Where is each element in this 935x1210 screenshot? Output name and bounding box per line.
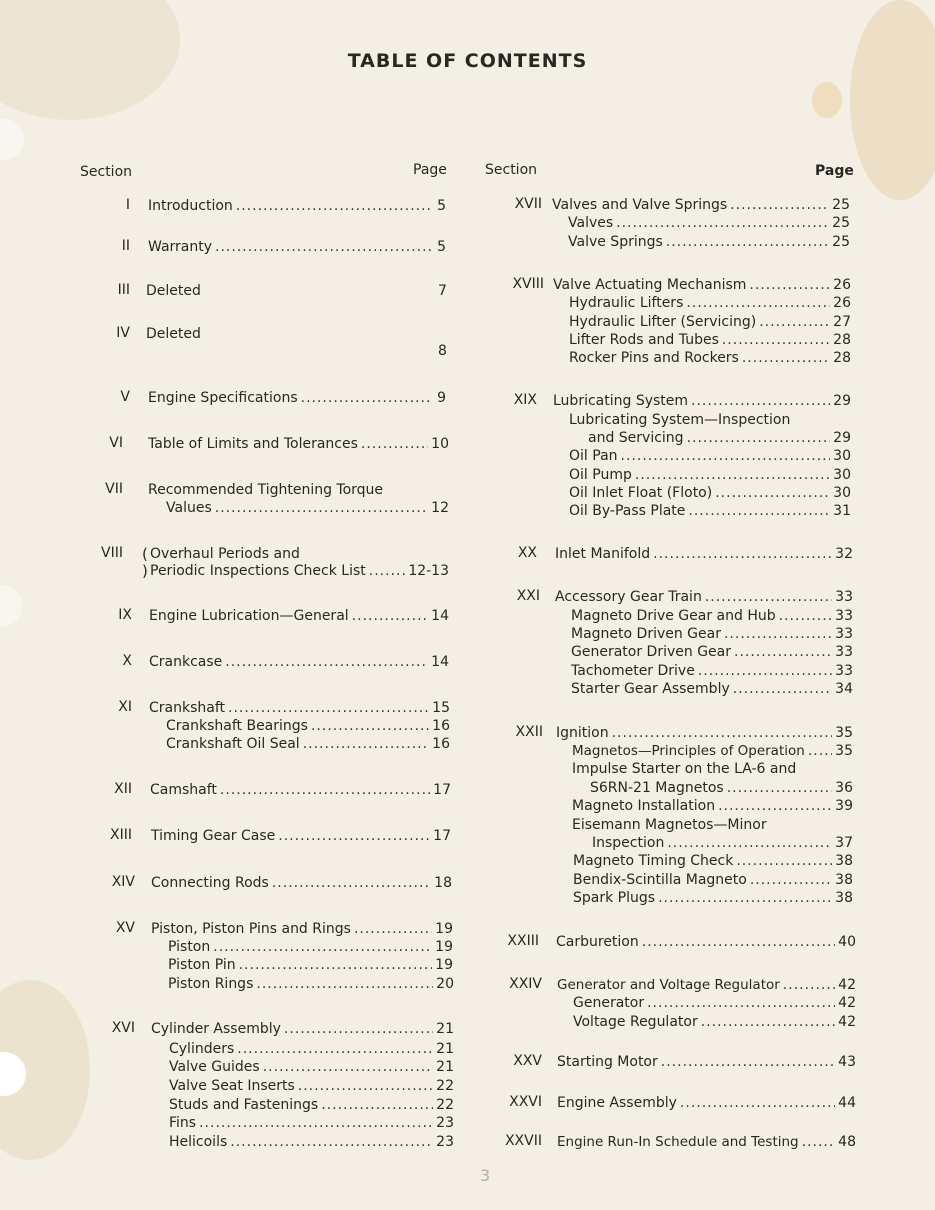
- entry-title: Eisemann Magnetos—Minor: [572, 817, 767, 833]
- toc-entry[interactable]: [571, 625, 853, 643]
- toc-entry[interactable]: [557, 1094, 856, 1112]
- entry-title: Lifter Rods and Tubes: [569, 332, 719, 348]
- entry-title: Piston, Piston Pins and Rings: [151, 921, 351, 937]
- toc-entry[interactable]: [148, 435, 449, 453]
- entry-page: 29: [833, 430, 851, 446]
- leader-dots: [272, 874, 431, 892]
- section-number: II: [121, 238, 130, 254]
- section-number: XV: [115, 920, 135, 936]
- entry-title: Ignition: [556, 725, 609, 741]
- toc-entry[interactable]: [151, 1020, 454, 1038]
- leader-dots: [256, 975, 433, 993]
- entry-title: Fins: [169, 1115, 197, 1131]
- leader-dots: [215, 499, 428, 517]
- entry-title: Valves and Valve Springs: [552, 197, 728, 213]
- leader-dots: [749, 276, 830, 294]
- entry-title: Recommended Tightening Torque: [148, 482, 384, 498]
- entry-title: Camshaft: [150, 782, 217, 798]
- entry-page: 5: [437, 198, 446, 214]
- toc-entry[interactable]: [168, 956, 453, 974]
- toc-entry[interactable]: [151, 827, 451, 845]
- toc-entry[interactable]: [148, 197, 446, 215]
- toc-entry[interactable]: [557, 976, 856, 994]
- entry-title: Engine Specifications: [148, 390, 298, 406]
- entry-title: Crankshaft: [149, 700, 226, 716]
- leader-dots: [691, 392, 830, 410]
- section-number: X: [122, 653, 132, 669]
- toc-entry[interactable]: [571, 607, 853, 625]
- entry-page: 22: [436, 1078, 454, 1094]
- leader-dots: [687, 429, 831, 447]
- toc-entry[interactable]: [556, 933, 856, 951]
- brace-mark: ): [142, 562, 148, 580]
- entry-page: 33: [835, 608, 853, 624]
- entry-title: Magneto Timing Check: [573, 853, 734, 869]
- entry-page: 34: [835, 681, 853, 697]
- toc-entry[interactable]: [149, 699, 450, 717]
- entry-title: Generator: [573, 995, 645, 1011]
- entry-page: 10: [431, 436, 449, 452]
- toc-entry[interactable]: [571, 662, 853, 680]
- entry-page: 12-13: [408, 563, 449, 579]
- entry-title: Crankshaft Bearings: [166, 718, 308, 734]
- section-number: XXIV: [509, 976, 542, 992]
- leader-dots: [369, 562, 406, 580]
- toc-entry[interactable]: [169, 1114, 454, 1132]
- entry-page: 19: [435, 921, 453, 937]
- toc-entry[interactable]: [168, 975, 454, 993]
- entry-page: 20: [436, 976, 454, 992]
- entry-page: 21: [436, 1041, 454, 1057]
- entry-page: 33: [835, 589, 853, 605]
- entry-page: 9: [437, 390, 446, 406]
- entry-page: 25: [832, 234, 850, 250]
- entry-page: 32: [835, 546, 853, 562]
- toc-entry[interactable]: [553, 392, 851, 410]
- entry-page: 8: [438, 343, 447, 359]
- entry-page: 23: [436, 1115, 454, 1131]
- entry-title: Starter Gear Assembly: [571, 681, 730, 697]
- section-number: III: [117, 282, 130, 298]
- section-number: XXVI: [509, 1094, 542, 1110]
- toc-entry[interactable]: [149, 653, 449, 671]
- toc-entry[interactable]: [149, 607, 449, 625]
- leader-dots: [321, 1096, 433, 1114]
- leader-dots: [698, 662, 832, 680]
- section-number: V: [120, 389, 130, 405]
- leader-dots: [263, 1058, 433, 1076]
- leader-dots: [734, 643, 832, 661]
- leader-dots: [742, 349, 830, 367]
- toc-entry[interactable]: [569, 466, 851, 484]
- leader-dots: [705, 588, 832, 606]
- entry-title: Impulse Starter on the LA-6 and: [572, 761, 797, 777]
- entry-title: Starting Motor: [557, 1054, 658, 1070]
- section-number: XVII: [514, 196, 542, 212]
- entry-title: Engine Run-In Schedule and Testing: [557, 1134, 799, 1150]
- leader-dots: [642, 933, 835, 951]
- leader-dots: [230, 1133, 433, 1151]
- leader-dots: [228, 699, 429, 717]
- toc-entry[interactable]: [151, 874, 452, 892]
- entry-title: Voltage Regulator: [573, 1014, 698, 1030]
- leader-dots: [225, 653, 428, 671]
- leader-dots: [284, 1020, 433, 1038]
- section-number: XXII: [515, 724, 543, 740]
- entry-title: Lubricating System: [553, 393, 689, 409]
- leader-dots: [750, 871, 832, 889]
- entry-page: 30: [833, 448, 851, 464]
- entry-page: 36: [835, 780, 853, 796]
- entry-title: Crankcase: [149, 654, 223, 670]
- entry-page: 35: [835, 743, 853, 759]
- entry-title: Tachometer Drive: [571, 663, 695, 679]
- leader-dots: [220, 781, 430, 799]
- entry-title: Warranty: [148, 239, 213, 255]
- leader-dots: [354, 920, 432, 938]
- entry-page: 30: [833, 467, 851, 483]
- entry-page: 16: [432, 736, 450, 752]
- entry-title: Valve Actuating Mechanism: [553, 277, 747, 293]
- leader-dots: [647, 994, 835, 1012]
- section-number: XXI: [516, 588, 540, 604]
- entry-title: Valves: [568, 215, 614, 231]
- toc-entry[interactable]: [569, 331, 851, 349]
- section-number: VII: [105, 481, 123, 497]
- leader-dots: [616, 214, 829, 232]
- section-number: XXIII: [507, 933, 539, 949]
- entry-title: Piston: [168, 939, 211, 955]
- section-number: VIII: [101, 545, 123, 561]
- leader-dots: [635, 466, 830, 484]
- entry-title: Spark Plugs: [573, 890, 656, 906]
- entry-title: Rocker Pins and Rockers: [569, 350, 739, 366]
- entry-page: 7: [438, 283, 447, 299]
- toc-entry[interactable]: [555, 588, 853, 606]
- entry-title: Hydraulic Lifters: [569, 295, 684, 311]
- leader-dots: [621, 447, 831, 465]
- entry-title: Deleted: [146, 326, 201, 342]
- entry-title: Valve Seat Inserts: [169, 1078, 295, 1094]
- edge-stain: [812, 82, 842, 118]
- leader-dots: [658, 889, 832, 907]
- brace-mark: (: [142, 545, 148, 563]
- entry-page: 42: [838, 995, 856, 1011]
- leader-dots: [236, 197, 431, 215]
- leader-dots: [612, 724, 833, 742]
- entry-page: 18: [434, 875, 452, 891]
- entry-page: 38: [835, 853, 853, 869]
- toc-entry[interactable]: [573, 852, 853, 870]
- toc-entry[interactable]: [150, 562, 449, 580]
- binder-hole: [0, 585, 22, 627]
- section-number: VI: [109, 435, 123, 451]
- entry-title: Magnetos—Principles of Operation: [572, 743, 805, 759]
- entry-page: 28: [833, 332, 851, 348]
- entry-page: 35: [835, 725, 853, 741]
- toc-entry[interactable]: [569, 502, 851, 520]
- leader-dots: [303, 735, 429, 753]
- section-number: XII: [114, 781, 132, 797]
- entry-title: Oil Inlet Float (Floto): [569, 485, 713, 501]
- entry-title: Valve Guides: [169, 1059, 260, 1075]
- entry-title: Magneto Installation: [572, 798, 716, 814]
- entry-page: 28: [833, 350, 851, 366]
- toc-entry[interactable]: [573, 994, 856, 1012]
- entry-page: 40: [838, 934, 856, 950]
- entry-title: Deleted: [146, 283, 201, 299]
- toc-entry[interactable]: [552, 196, 850, 214]
- entry-page: 25: [832, 197, 850, 213]
- entry-title: Table of Limits and Tolerances: [148, 436, 358, 452]
- edge-stain: [850, 0, 935, 200]
- entry-page: 15: [432, 700, 450, 716]
- leader-dots: [727, 779, 832, 797]
- entry-title: Oil By-Pass Plate: [569, 503, 686, 519]
- entry-title: Accessory Gear Train: [555, 589, 702, 605]
- entry-title: Cylinders: [169, 1041, 235, 1057]
- page-number: 3: [480, 1166, 491, 1185]
- entry-page: 17: [433, 828, 451, 844]
- leader-dots: [730, 196, 829, 214]
- leader-dots: [802, 1133, 836, 1151]
- toc-entry[interactable]: [573, 871, 853, 889]
- leader-dots: [361, 435, 428, 453]
- entry-page: 17: [433, 782, 451, 798]
- entry-title: Studs and Fastenings: [169, 1097, 319, 1113]
- entry-page: 21: [436, 1059, 454, 1075]
- toc-entry[interactable]: [168, 938, 453, 956]
- entry-title: Oil Pan: [569, 448, 618, 464]
- entry-page: 14: [431, 654, 449, 670]
- leader-dots: [213, 938, 432, 956]
- toc-entry[interactable]: [150, 781, 451, 799]
- entry-title: Carburetion: [556, 934, 639, 950]
- leader-dots: [215, 238, 431, 256]
- toc-entry[interactable]: [169, 1058, 454, 1076]
- leader-dots: [722, 331, 830, 349]
- leader-dots: [733, 680, 832, 698]
- entry-title: Introduction: [148, 198, 233, 214]
- entry-title: Inlet Manifold: [555, 546, 651, 562]
- entry-page: 12: [431, 500, 449, 516]
- leader-dots: [199, 1114, 433, 1132]
- section-number: IV: [116, 325, 130, 341]
- toc-entry[interactable]: [569, 447, 851, 465]
- leader-dots: [715, 484, 830, 502]
- right-page-header: Page: [815, 163, 854, 179]
- entry-page: 21: [436, 1021, 454, 1037]
- toc-entry[interactable]: [569, 313, 851, 331]
- leader-dots: [301, 389, 431, 407]
- entry-page: 19: [435, 957, 453, 973]
- toc-entry[interactable]: [571, 680, 853, 698]
- section-number: XIV: [111, 874, 135, 890]
- leader-dots: [661, 1053, 835, 1071]
- entry-page: 19: [435, 939, 453, 955]
- entry-page: 5: [437, 239, 446, 255]
- leader-dots: [808, 742, 832, 760]
- entry-title: Piston Pin: [168, 957, 236, 973]
- entry-title: Values: [166, 500, 212, 516]
- entry-title: Magneto Driven Gear: [571, 626, 721, 642]
- left-section-header: Section: [80, 164, 133, 180]
- leader-dots: [666, 233, 829, 251]
- leader-dots: [759, 313, 830, 331]
- left-page-header: Page: [413, 162, 447, 178]
- entry-page: 42: [838, 1014, 856, 1030]
- entry-title: Hydraulic Lifter (Servicing): [569, 314, 757, 330]
- entry-title: Magneto Drive Gear and Hub: [571, 608, 776, 624]
- entry-page: 26: [833, 295, 851, 311]
- entry-title: Engine Lubrication—General: [149, 608, 349, 624]
- entry-page: 39: [835, 798, 853, 814]
- entry-title: Cylinder Assembly: [151, 1021, 281, 1037]
- entry-page: 29: [833, 393, 851, 409]
- section-number: XI: [118, 699, 132, 715]
- entry-page: 31: [833, 503, 851, 519]
- section-number: XVI: [111, 1020, 135, 1036]
- toc-entry[interactable]: [166, 717, 450, 735]
- entry-title: Overhaul Periods and: [150, 546, 300, 562]
- leader-dots: [701, 1013, 835, 1031]
- toc-entry[interactable]: [568, 214, 850, 232]
- toc-entry[interactable]: [569, 294, 851, 312]
- toc-entry[interactable]: [592, 834, 853, 852]
- toc-entry[interactable]: [169, 1096, 454, 1114]
- leader-dots: [667, 834, 832, 852]
- toc-entry[interactable]: [557, 1133, 856, 1151]
- entry-title: Periodic Inspections Check List: [150, 563, 366, 579]
- toc-entry[interactable]: [148, 238, 446, 256]
- leader-dots: [718, 797, 832, 815]
- toc-entry[interactable]: [169, 1040, 454, 1058]
- entry-title: Engine Assembly: [557, 1095, 677, 1111]
- leader-dots: [278, 827, 430, 845]
- toc-entry[interactable]: [568, 233, 850, 251]
- toc-entry[interactable]: [573, 1013, 856, 1031]
- entry-page: 25: [832, 215, 850, 231]
- entry-title: Lubricating System—Inspection: [569, 412, 791, 428]
- entry-title: Valve Springs: [568, 234, 663, 250]
- leader-dots: [680, 1094, 835, 1112]
- entry-title: Timing Gear Case: [151, 828, 276, 844]
- leader-dots: [352, 607, 429, 625]
- entry-title: Helicoils: [169, 1134, 228, 1150]
- leader-dots: [311, 717, 429, 735]
- entry-page: 23: [436, 1134, 454, 1150]
- toc-entry[interactable]: [556, 724, 853, 742]
- entry-title: S6RN-21 Magnetos: [590, 780, 724, 796]
- toc-entry[interactable]: [588, 429, 851, 447]
- entry-title: Oil Pump: [569, 467, 632, 483]
- entry-title: and Servicing: [588, 430, 684, 446]
- toc-entry[interactable]: [572, 742, 853, 760]
- toc-entry[interactable]: [166, 499, 449, 517]
- entry-page: 33: [835, 626, 853, 642]
- entry-page: 38: [835, 890, 853, 906]
- toc-entry[interactable]: [148, 389, 446, 407]
- entry-page: 16: [432, 718, 450, 734]
- toc-entry[interactable]: [169, 1133, 454, 1151]
- section-number: XVIII: [512, 276, 544, 292]
- section-number: XIII: [110, 827, 132, 843]
- section-number: I: [125, 197, 130, 213]
- entry-title: Connecting Rods: [151, 875, 269, 891]
- right-section-header: Section: [485, 162, 538, 178]
- leader-dots: [237, 1040, 433, 1058]
- entry-page: 37: [835, 835, 853, 851]
- entry-title: Generator and Voltage Regulator: [557, 977, 780, 993]
- leader-dots: [688, 502, 830, 520]
- leader-dots: [724, 625, 832, 643]
- page-title: TABLE OF CONTENTS: [347, 50, 588, 72]
- toc-entry[interactable]: [572, 797, 853, 815]
- leader-dots: [736, 852, 832, 870]
- toc-entry[interactable]: [555, 545, 853, 563]
- section-number: IX: [118, 607, 132, 623]
- entry-page: 43: [838, 1054, 856, 1070]
- toc-entry[interactable]: [557, 1053, 856, 1071]
- entry-page: 33: [835, 663, 853, 679]
- entry-title: Inspection: [592, 835, 665, 851]
- entry-page: 33: [835, 644, 853, 660]
- toc-entry[interactable]: [590, 779, 853, 797]
- entry-page: 30: [833, 485, 851, 501]
- toc-entry[interactable]: [573, 889, 853, 907]
- entry-page: 14: [431, 608, 449, 624]
- binder-hole: [0, 118, 24, 160]
- section-number: XXVII: [504, 1133, 542, 1149]
- leader-dots: [779, 607, 833, 625]
- toc-entry[interactable]: [569, 349, 851, 367]
- entry-page: 42: [838, 977, 856, 993]
- toc-entry[interactable]: [166, 735, 450, 753]
- toc-entry[interactable]: [571, 643, 853, 661]
- entry-page: 22: [436, 1097, 454, 1113]
- entry-title: Generator Driven Gear: [571, 644, 731, 660]
- leader-dots: [686, 294, 830, 312]
- toc-entry[interactable]: [569, 484, 851, 502]
- leader-dots: [783, 976, 835, 994]
- leader-dots: [239, 956, 433, 974]
- entry-page: 26: [833, 277, 851, 293]
- section-number: XIX: [513, 392, 537, 408]
- section-number: XXV: [513, 1053, 542, 1069]
- toc-entry[interactable]: [151, 920, 453, 938]
- entry-title: Piston Rings: [168, 976, 254, 992]
- entry-page: 48: [838, 1134, 856, 1150]
- section-number: XX: [517, 545, 537, 561]
- entry-page: 44: [838, 1095, 856, 1111]
- entry-title: Crankshaft Oil Seal: [166, 736, 300, 752]
- entry-page: 27: [833, 314, 851, 330]
- entry-page: 38: [835, 872, 853, 888]
- leader-dots: [298, 1077, 433, 1095]
- toc-entry[interactable]: [169, 1077, 454, 1095]
- entry-title: Bendix-Scintilla Magneto: [573, 872, 747, 888]
- toc-entry[interactable]: [553, 276, 851, 294]
- leader-dots: [653, 545, 832, 563]
